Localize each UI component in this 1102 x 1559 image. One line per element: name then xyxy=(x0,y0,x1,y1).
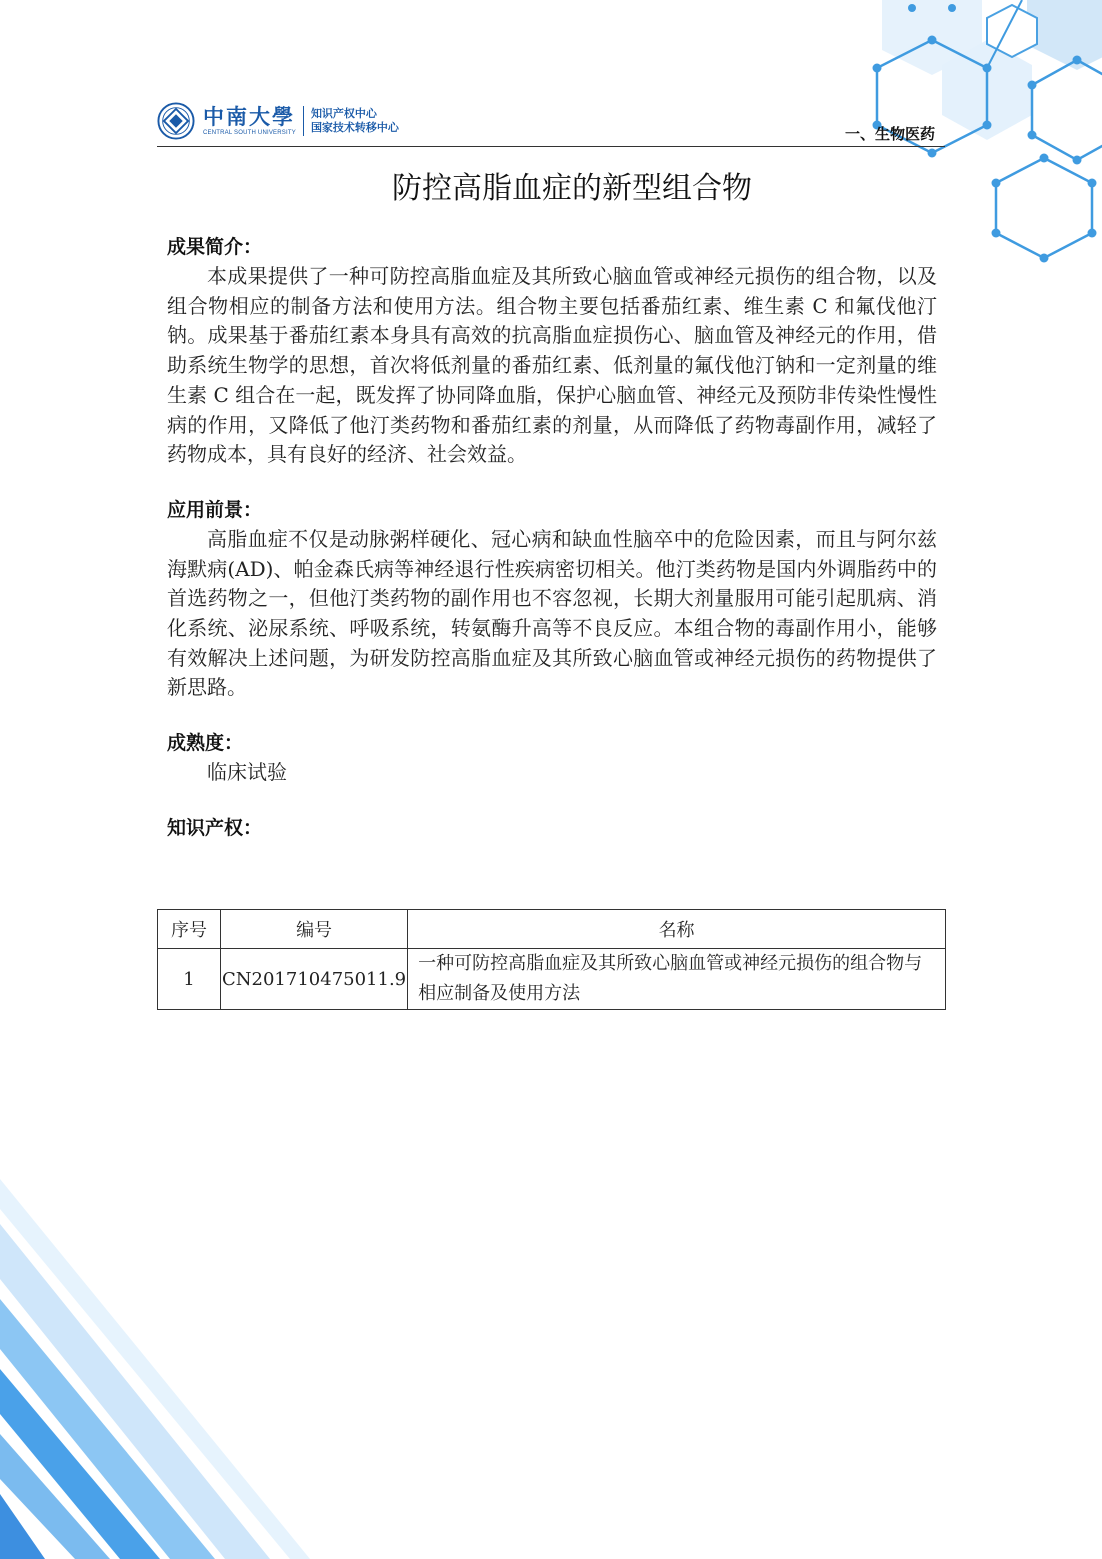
university-name-cn: 中南大學 xyxy=(203,104,295,129)
table-header-row xyxy=(158,910,946,949)
section-body-maturity: 临床试验 xyxy=(207,760,287,785)
section-heading-prospects: 应用前景： xyxy=(167,498,263,521)
cell-patent-number: CN201710475011.9 xyxy=(221,949,408,1010)
category-label: 一、生物医药 xyxy=(844,125,935,143)
document-body xyxy=(167,232,937,843)
column-header-number: 编号 xyxy=(221,910,408,949)
cell-patent-name: 一种可防控高脂血症及其所致心脑血管或神经元损伤的组合物与相应制备及使用方法 xyxy=(408,949,946,1010)
table-row xyxy=(158,949,946,1010)
section-heading-summary: 成果简介： xyxy=(167,236,263,258)
ip-table xyxy=(157,909,946,1010)
stripe-decoration-bottom-left xyxy=(0,1179,310,1559)
page-header xyxy=(157,98,945,147)
organization-name xyxy=(311,107,399,135)
column-header-index: 序号 xyxy=(158,910,221,949)
org-line-1: 知识产权中心 xyxy=(310,107,377,120)
university-seal-icon xyxy=(157,102,195,140)
logo-divider xyxy=(303,106,304,136)
org-line-2: 国家技术转移中心 xyxy=(310,121,399,134)
university-name-en: CENTRAL SOUTH UNIVERSITY xyxy=(203,130,296,136)
cell-index: 1 xyxy=(158,949,221,1010)
section-heading-ip: 知识产权： xyxy=(167,816,263,839)
section-heading-maturity: 成熟度： xyxy=(167,732,244,755)
section-body-prospects: 高脂血症不仅是动脉粥样硬化、冠心病和缺血性脑卒中的危险因素，而且与阿尔兹海默病(AD)、帕金森氏病等神经退行性疾病密切相关。他汀类药物是国内外调脂药中的首选药物之一，但他汀类药物的副作用也不容忽视，长期大剂量服用可能引起肌病、消化系统、泌尿系统、呼吸系统，转氨酶升高等不良反应。本组合物的毒副作用小，能够有效解决上述问题，为研发防控高脂血症及其所致心脑血管或神经元损伤的药物提供了新思路。 xyxy=(167,526,937,700)
page-title: 防控高脂血症的新型组合物 xyxy=(392,171,752,206)
section-body-summary: 本成果提供了一种可防控高脂血症及其所致心脑血管或神经元损伤的组合物，以及组合物相应的制备方法和使用方法。组合物主要包括番茄红素、维生素 C 和氟伐他汀钠。成果基于番茄红素本身具有高效的抗高脂血症损伤心、脑血管及神经元的作用，借助系统生物学的思想，首次将低剂量的番茄红素、低剂量的氟伐他汀钠和一定剂量的维生素 C 组合在一起，既发挥了协同降血脂，保护心脑血管、神经元及预防非传染性慢性病的作用，又降低了他汀类药物和番茄红素的剂量，从而降低了药物毒副作用，减轻了药物成本，具有良好的经济、社会效益。 xyxy=(167,264,937,467)
university-logo xyxy=(157,100,399,142)
column-header-name: 名称 xyxy=(408,910,946,949)
